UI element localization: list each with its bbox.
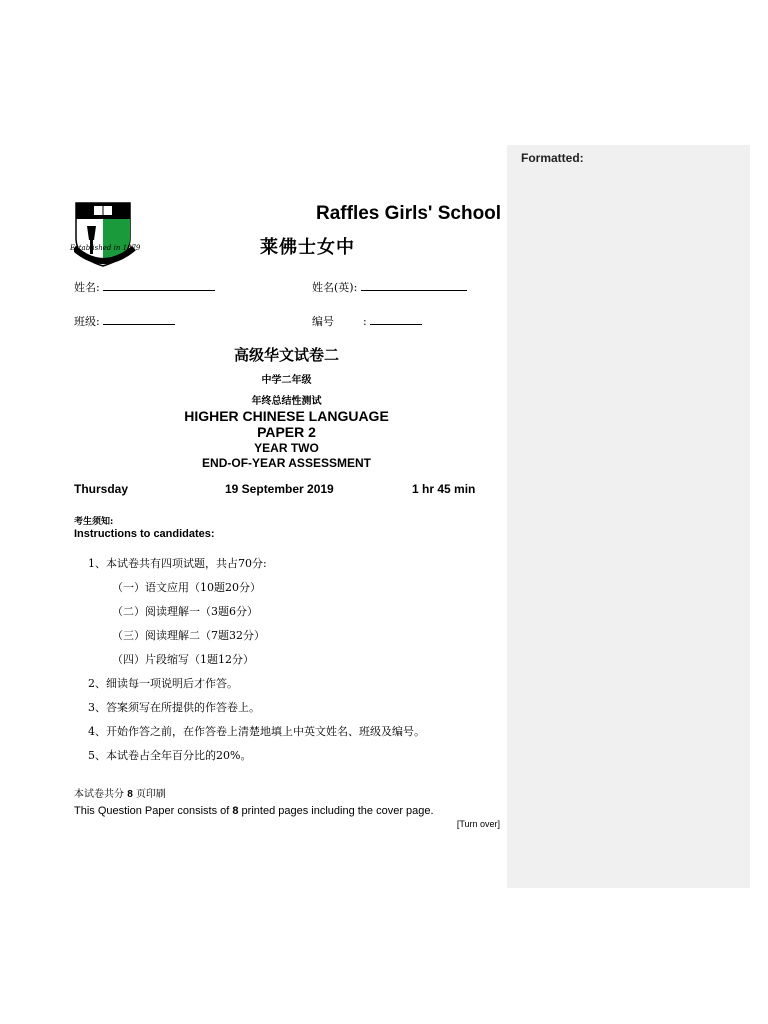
name-en-field — [312, 279, 467, 295]
page-count-cn — [74, 785, 166, 800]
name-en-label: 姓名(英): — [312, 281, 358, 294]
exam-en: END-OF-YEAR ASSESSMENT — [202, 456, 371, 470]
school-name-cn: 莱佛士女中 — [260, 237, 355, 258]
page-count-number-en: 8 — [232, 805, 239, 817]
subject-en: HIGHER CHINESE LANGUAGE — [184, 408, 389, 424]
exam-duration: 1 hr 45 min — [412, 482, 476, 496]
exam-day: Thursday — [74, 482, 129, 496]
exam-date: 19 September 2019 — [225, 482, 334, 496]
index-blank — [370, 315, 422, 325]
year-en: YEAR TWO — [254, 441, 319, 455]
page-count-en-pre: This Question Paper consists of — [74, 805, 230, 817]
instructions-heading-en: Instructions to candidates: — [74, 528, 215, 540]
comment-pane-title: Formatted: — [521, 151, 584, 165]
paper-title-cn: 高级华文试卷二 — [233, 346, 339, 364]
index-colon: : — [363, 315, 367, 328]
instruction-item: 5、本试卷占全年百分比的20%。 — [88, 749, 252, 762]
page-count-en-post: printed pages including the cover page. — [241, 805, 434, 817]
instruction-subitem: （二）阅读理解一（3题6分） — [112, 605, 258, 618]
turn-over-note: [Turn over] — [456, 819, 500, 829]
exam-cn: 年终总结性测试 — [251, 396, 322, 407]
instruction-item: 4、开始作答之前，在作答卷上清楚地填上中英文姓名、班级及编号。 — [88, 725, 425, 738]
page-count-cn-pre: 本试卷共分 — [74, 789, 124, 800]
page-count-number-cn: 8 — [127, 789, 133, 800]
instruction-subitem: （一）语文应用（10题20分） — [112, 581, 261, 594]
name-cn-label: 姓名: — [74, 281, 100, 294]
instruction-item: 1、本试卷共有四项试题，共占70分: — [88, 557, 267, 570]
instructions-heading-cn: 考生须知: — [74, 517, 114, 527]
crest-motto: Established in 1879 — [70, 244, 141, 252]
level-cn: 中学二年级 — [261, 375, 312, 386]
instruction-item: 2、细读每一项说明后才作答。 — [88, 677, 238, 690]
instruction-subitem: （三）阅读理解二（7题32分） — [112, 629, 265, 642]
paper-en: PAPER 2 — [257, 424, 316, 440]
comment-pane[interactable] — [507, 145, 750, 888]
page-count-cn-post: 页印刷 — [135, 789, 166, 800]
page-count-en — [74, 805, 434, 817]
name-cn-field — [74, 279, 215, 295]
school-name-en: Raffles Girls' School — [316, 203, 502, 224]
class-label: 班级: — [74, 315, 100, 328]
name-cn-blank — [103, 281, 215, 291]
index-field — [312, 313, 422, 329]
instruction-subitem: （四）片段缩写（1题12分） — [112, 653, 254, 666]
name-en-blank — [361, 281, 467, 291]
instruction-item: 3、答案须写在所提供的作答卷上。 — [88, 701, 260, 714]
class-field — [74, 313, 175, 329]
index-label: 编号 — [312, 315, 334, 328]
class-blank — [103, 315, 175, 325]
school-crest-logo — [74, 200, 136, 272]
